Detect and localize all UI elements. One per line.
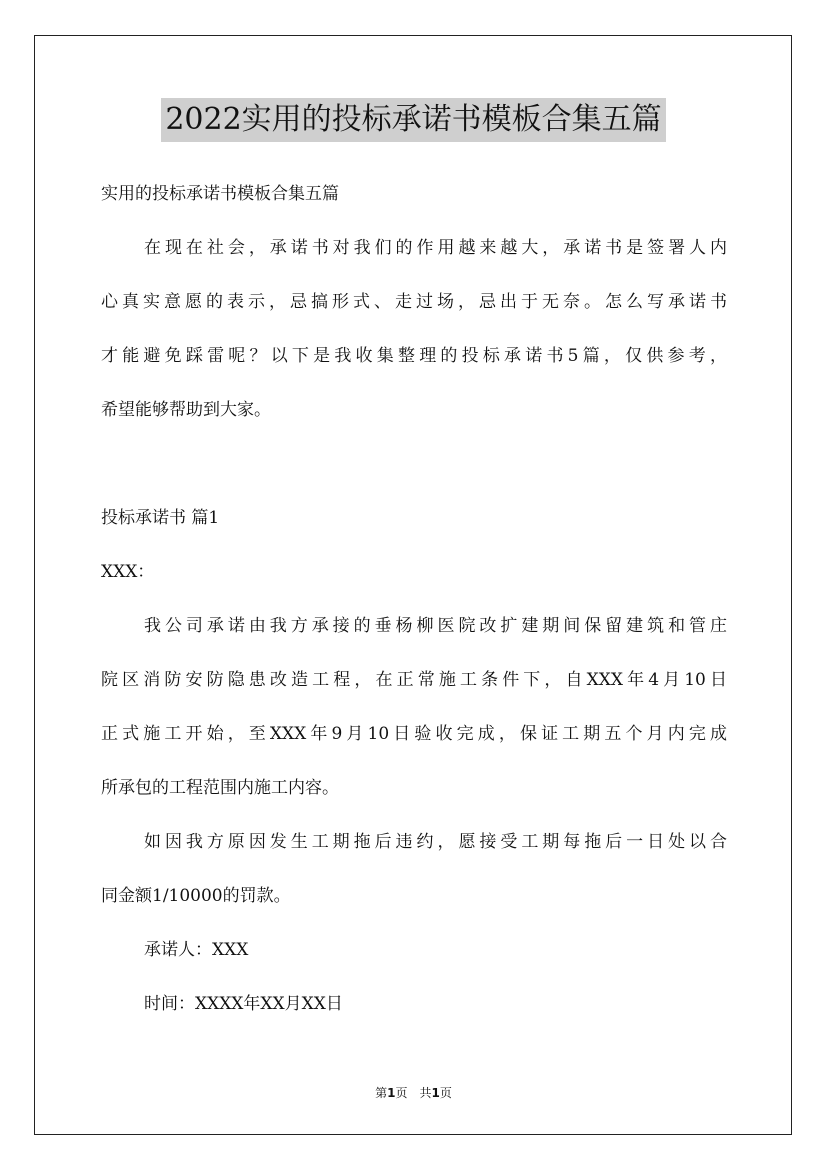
para1-line-3: 正式施工开始，至XXX年9月10日验收完成，保证工期五个月内完成 — [101, 724, 727, 744]
document-subtitle: 实用的投标承诺书模板合集五篇 — [101, 184, 339, 204]
page-label-prefix: 第 — [375, 1086, 388, 1100]
page-current: 1 — [387, 1086, 396, 1100]
section-heading: 投标承诺书 篇1 — [101, 508, 220, 528]
intro-line-3: 才能避免踩雷呢？以下是我收集整理的投标承诺书5篇，仅供参考， — [101, 346, 727, 366]
document-title — [0, 98, 827, 142]
para2-line-2: 同金额1/10000的罚款。 — [101, 886, 291, 906]
intro-line-1: 在现在社会，承诺书对我们的作用越来越大，承诺书是签署人内 — [144, 238, 727, 258]
para1-line-4: 所承包的工程范围内施工内容。 — [101, 778, 339, 798]
page-footer — [0, 1084, 827, 1101]
para2-line-1: 如因我方原因发生工期拖后违约，愿接受工期每拖后一日处以合 — [144, 832, 727, 852]
page-label-mid: 页 共 — [395, 1086, 432, 1100]
para1-line-1: 我公司承诺由我方承接的垂杨柳医院改扩建期间保留建筑和管庄 — [144, 616, 727, 636]
para1-line-2: 院区消防安防隐患改造工程，在正常施工条件下，自XXX年4月10日 — [101, 670, 727, 690]
document-title-text: 2022实用的投标承诺书模板合集五篇 — [161, 98, 665, 142]
intro-line-2: 心真实意愿的表示，忌搞形式、走过场，忌出于无奈。怎么写承诺书 — [101, 292, 727, 312]
page-total: 1 — [431, 1086, 440, 1100]
intro-line-4: 希望能够帮助到大家。 — [101, 400, 271, 420]
date-line: 时间：XXXX年XX月XX日 — [144, 994, 343, 1014]
salutation: XXX： — [101, 562, 155, 582]
page-label-suffix: 页 — [439, 1086, 452, 1100]
signer-line: 承诺人：XXX — [144, 940, 249, 960]
